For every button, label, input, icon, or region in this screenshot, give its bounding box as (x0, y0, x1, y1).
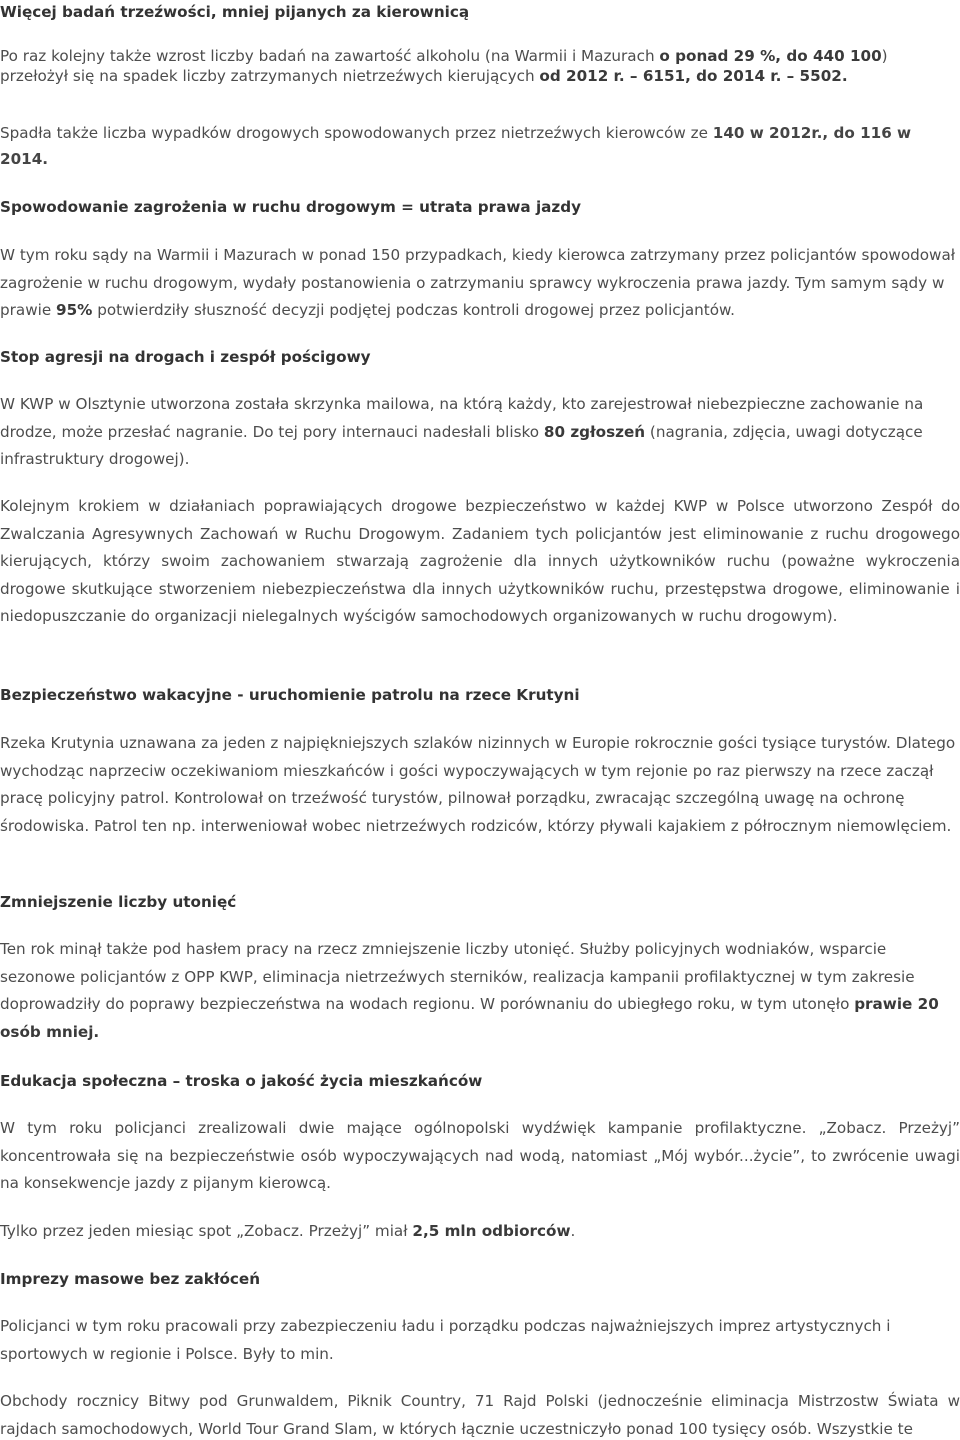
paragraph-text: (nagrania, zdjęcia, uwagi dotyczące infrastruktury drogowej). (0, 422, 923, 468)
bold-stat: 80 zgłoszeń (543, 422, 646, 441)
paragraph-events: Policjanci w tym roku pracowali przy zabezpieczeniu ładu i porządku podczas najważniejszych imprez artystycznych i sportowych w regionie i Polsce. Były to min. (0, 1317, 891, 1363)
bold-stat: 95% (56, 301, 93, 319)
paragraph-spot (0, 1218, 960, 1246)
bold-stat: prawie 20 osób mniej. (0, 995, 939, 1041)
paragraph-team: Kolejnym krokiem w działaniach poprawiających drogowe bezpieczeństwo w każdej KWP w Polsce utworzono Zespół do Zwalczania Agresywnych Zachowań w Ruchu Drogowym. Zadaniem tych policjantów jest eliminowanie z ruchu drogowego kierujących, którzy swoim zachowaniem stwarzają zagrożenie dla innych użytkowników ruchu (poważne wykroczenia drogowe skutkujące stworzeniem niebezpieczeństwa dla innych użytkowników ruchu, przestępstwa drogowe, eliminowanie i niedopuszczanie do organizacji nielegalnych wyścigów samochodowych organizowanych w ruchu drogowym). (0, 497, 960, 625)
paragraph-text: potwierdziły słuszność decyzji podjętej podczas kontroli drogowej przez policjantów. (92, 301, 735, 319)
paragraph-text: Po raz kolejny także wzrost liczby badań na zawartość alkoholu (na Warmii i Mazurach (0, 47, 660, 65)
section-title-events: Imprezy masowe bez zakłóceń (0, 1270, 261, 1288)
bold-stat: od 2012 r. – 6151, do 2014 r. – 5502. (539, 67, 848, 85)
paragraph-text: Spadła także liczba wypadków drogowych spowodowanych przez nietrzeźwych kierowców ze (0, 124, 713, 142)
paragraph-campaigns: W tym roku policjanci zrealizowali dwie mające ogólnopolski wydźwięk kampanie profilaktyczne. „Zobacz. Przeżyj” koncentrowała się na bezpieczeństwie osób wypoczywających nad wodą, natomiast „Mój wybór...życie”, to zwrócenie uwagi na konsekwencje jazdy z pijanym kierowcą. (0, 1119, 960, 1192)
paragraph-text: ) przełożył się na spadek liczby zatrzymanych nietrzeźwych kierujących (0, 47, 888, 85)
paragraph-events-list: Obchody rocznicy Bitwy pod Grunwaldem, Piknik Country, 71 Rajd Polski (jednocześnie eliminacja Mistrzostw Świata w rajdach samochodowych, World Tour Grand Slam, w których łącznie uczestniczyło ponad 100 tysięcy osób. Wszystkie te (0, 1392, 960, 1438)
bold-stat: 140 w 2012r., do 116 w 2014. (0, 124, 912, 168)
paragraph-text: Tylko przez jeden miesiąc spot „Zobacz. Przeżyj” miał (0, 1222, 413, 1240)
section-title-education: Edukacja społeczna – troska o jakość życia mieszkańców (0, 1072, 483, 1090)
paragraph-accidents (0, 120, 960, 172)
paragraph-text: W tym roku sądy na Warmii i Mazurach w ponad 150 przypadkach, kiedy kierowca zatrzymany przez policjantów spowodował zagrożenie w ruchu drogowym, wydały postanowienia o zatrzymaniu sprawcy wykroczenia prawa jazdy. Tym samym sądy w prawie (0, 246, 956, 319)
section-title-river-patrol: Bezpieczeństwo wakacyjne - uruchomienie patrolu na rzece Krutyni (0, 686, 580, 704)
paragraph-mailbox (0, 391, 960, 474)
section-title-sobriety: Więcej badań trzeźwości, mniej pijanych za kierownicą (0, 3, 470, 21)
paragraph-text: Ten rok minął także pod hasłem pracy na rzecz zmniejszenie liczby utonięć. Służby policyjnych wodniaków, wsparcie sezonowe policjantów z OPP KWP, eliminacja nietrzeźwych sterników, realizacja kampanii profilaktycznej w tym zakresie doprowadziły do poprawy bezpieczeństwa na wodach regionu. W porównaniu do ubiegłego roku, w tym utonęło (0, 940, 915, 1013)
section-title-drownings: Zmniejszenie liczby utonięć (0, 893, 237, 911)
bold-stat: 2,5 mln odbiorców (412, 1222, 571, 1240)
paragraph-drownings (0, 936, 960, 1046)
bold-stat: o ponad 29 %, do 440 100 (659, 47, 882, 65)
paragraph-river-patrol: Rzeka Krutynia uznawana za jeden z najpiękniejszych szlaków nizinnych w Europie rokrocznie gości tysiące turystów. Dlatego wychodząc naprzeciw oczekiwaniom mieszkańców i gości wypoczywających w tym rejonie po raz pierwszy na rzece zaczął pracę policyjny patrol. Kontrolował on trzeźwość turystów, pilnował porządku, zwracając szczególną uwagę na ochronę środowiska. Patrol ten np. interweniował wobec nietrzeźwych rodziców, którzy pływali kajakiem z półrocznym niemowlęciem. (0, 734, 956, 835)
section-title-license: Spowodowanie zagrożenia w ruchu drogowym = utrata prawa jazdy (0, 198, 582, 216)
paragraph-license (0, 242, 960, 325)
paragraph-text: W KWP w Olsztynie utworzona została skrzynka mailowa, na którą każdy, kto zarejestrował niebezpieczne zachowanie na drodze, może przesłać nagranie. Do tej pory internauci nadesłali blisko (0, 395, 924, 441)
paragraph-sobriety-tests (0, 46, 960, 86)
section-title-aggression: Stop agresji na drogach i zespół pościgowy (0, 348, 371, 366)
paragraph-text: . (570, 1222, 576, 1240)
